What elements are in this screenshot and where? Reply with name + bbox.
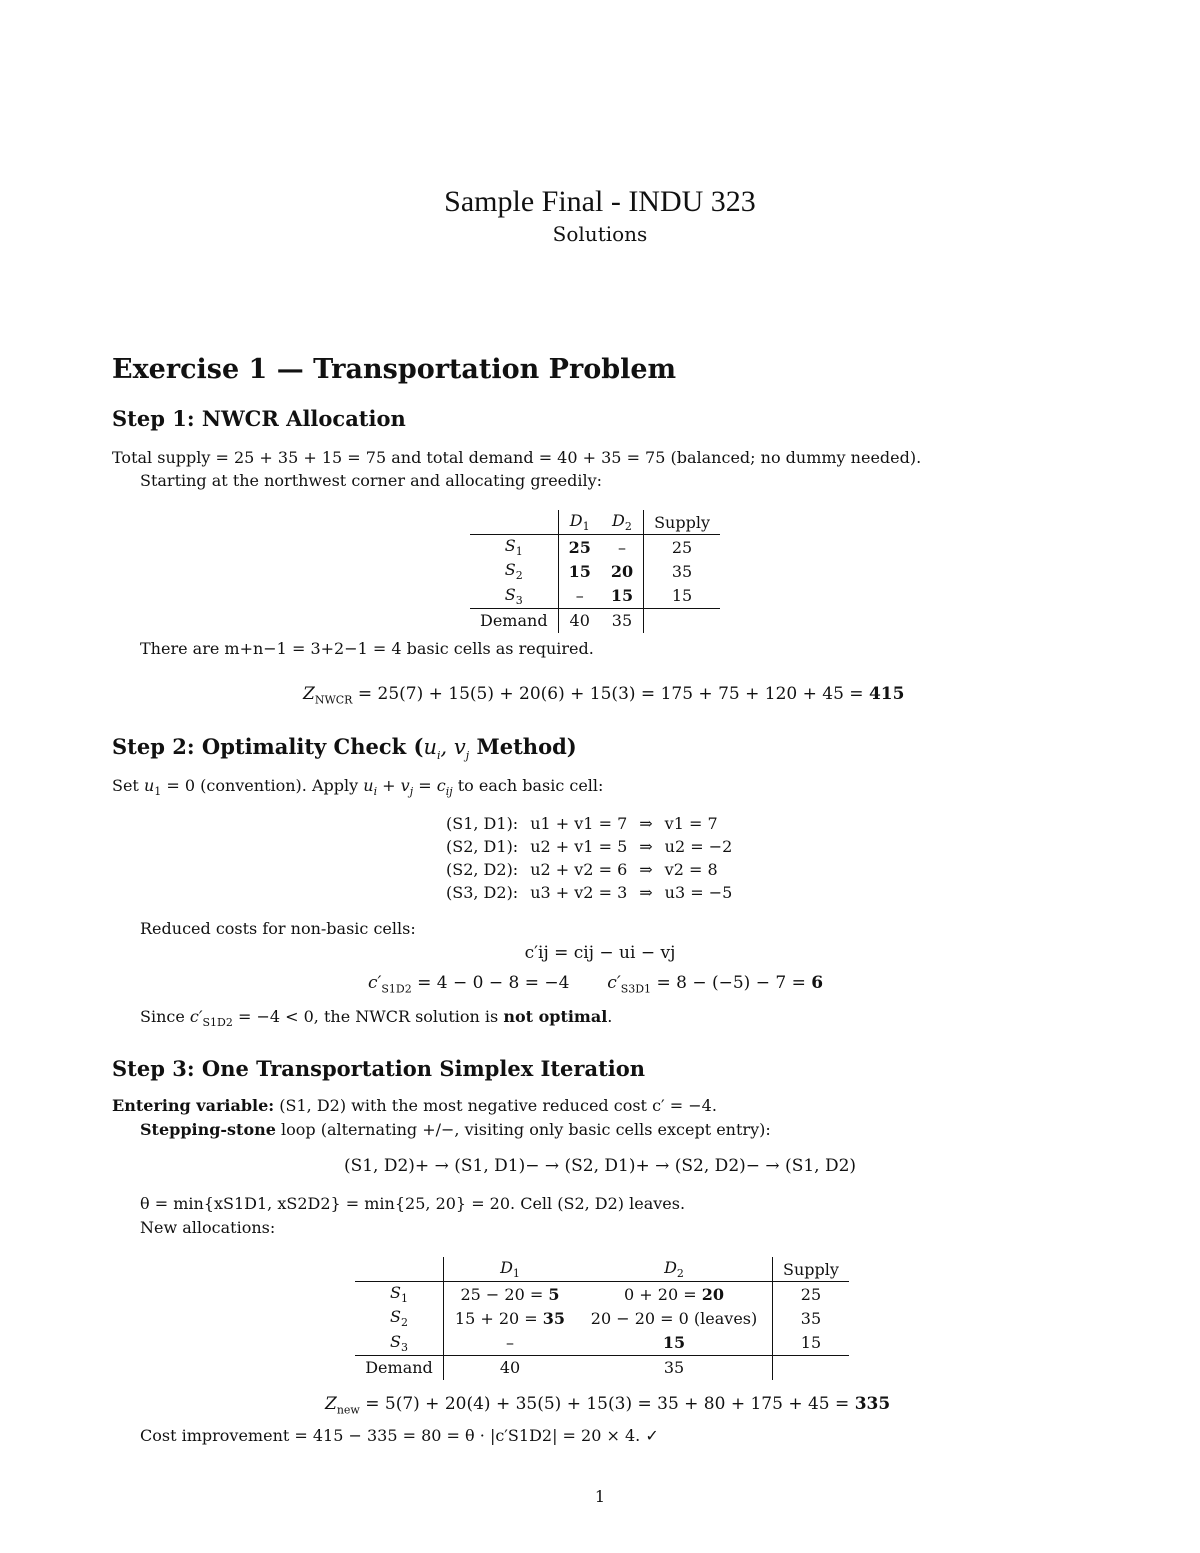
cell-s1-d2: –: [601, 535, 644, 560]
stepping-stone-line: Stepping-stone loop (alternating +/−, visiting only basic cells except entry):: [140, 1120, 771, 1139]
z-nwcr-value: 415: [868, 684, 905, 704]
cell-s1-d1: 25: [568, 537, 591, 557]
sys-cell: (S3, D2):: [446, 883, 519, 902]
uv-system: (S1, D1): u1 + v1 = 7 ⇒ v1 = 7 (S2, D1): u2 + v1 = 5 ⇒ u2 = −2 (S2, D2): u2 + v2 = 6 ⇒ v2 = 8 (S3, D2): u3 + v2 = 3 ⇒ u3 = −5: [440, 812, 738, 904]
demand-d2: 35: [611, 611, 633, 631]
step1-greedy-line: Starting at the northwest corner and allocating greedily:: [140, 471, 603, 490]
z-new-equation: $Z_{new} = 5(7) + 20(4) + 35(5) + 15(3) = 35 + 80 + 175 + 45 = 335$: [325, 1394, 891, 1417]
row-label: $S_1$: [470, 535, 558, 560]
row-label: $S_1$: [355, 1282, 444, 1307]
page-number: 1: [594, 1487, 606, 1506]
step2-intro: Set $u_1 = 0$ (convention). Apply $u_i + v_j = c_{ij}$ to each basic cell:: [112, 776, 604, 799]
cell-s3-d2: 15: [576, 1331, 773, 1356]
new-allocation-table: $D_1$ $D_2$ Supply $S_1$ 25 − 20 = 5 0 + 20 = 20 25 $S_2$ 15 + 20 = 35 20 − 20 = 0 (leaves) 35 $S_3$ – 15 15 Demand 40 35: [355, 1257, 849, 1380]
cost-improvement-line: Cost improvement = 415 − 335 = 80 = θ · |c′S1D2| = 20 × 4. ✓: [140, 1426, 659, 1445]
page-subtitle: Solutions: [552, 222, 648, 246]
cell-s1-d2: 0 + 20 = 20: [576, 1282, 773, 1307]
step3-heading: Step 3: One Transportation Simplex Iteration: [112, 1056, 646, 1081]
basic-cells-line: There are m+n−1 = 3+2−1 = 4 basic cells as required.: [140, 639, 594, 658]
cell-s2-d1: 15 + 20 = 35: [444, 1306, 577, 1330]
new-allocations-label: New allocations:: [140, 1218, 276, 1237]
cell-s3-supply: 15: [773, 1331, 849, 1356]
cell-s3-supply: 15: [644, 584, 720, 609]
step2-heading: Step 2: Optimality Check ($u_i$, $v_j$ Method): [112, 734, 577, 763]
cell-s2-d1: 15: [568, 561, 591, 581]
sys-result: v2 = 8: [664, 860, 718, 879]
cell-s1-supply: 25: [644, 535, 720, 560]
page-title: Sample Final - INDU 323: [444, 185, 756, 218]
row-label: $S_3$: [470, 584, 558, 609]
z-new-value: 335: [854, 1394, 891, 1414]
col-supply: Supply: [644, 510, 720, 535]
sys-eq: u2 + v2 = 6: [530, 860, 628, 879]
cell-s2-d2: 20 − 20 = 0 (leaves): [590, 1308, 758, 1328]
exercise-heading: Exercise 1 — Transportation Problem: [112, 354, 677, 385]
demand-label: Demand: [480, 611, 548, 631]
sys-cell: (S2, D2):: [446, 860, 519, 879]
cell-s3-d1: –: [444, 1331, 577, 1356]
cell-s2-d2: 20: [610, 561, 634, 581]
reduced-cost-formula: c′ij = cij − ui − vj: [524, 943, 676, 963]
entering-variable-line: Entering variable: (S1, D2) with the most negative reduced cost c′ = −4.: [112, 1096, 717, 1115]
row-label: $S_3$: [355, 1331, 444, 1356]
cell-s2-supply: 35: [773, 1306, 849, 1330]
sys-eq: u2 + v1 = 5: [530, 837, 628, 856]
not-optimal-line: Since $c'_{S1D2} = -4 < 0$, the NWCR solution is not optimal.: [140, 1007, 613, 1030]
cell-s1-supply: 25: [773, 1282, 849, 1307]
z-nwcr-equation: $Z_{NWCR} = 25(7) + 15(5) + 20(6) + 15(3) = 175 + 75 + 120 + 45 = 415$: [303, 684, 905, 707]
sys-cell: (S2, D1):: [446, 837, 519, 856]
demand-d1: 40: [444, 1355, 577, 1380]
cell-s3-d1: –: [558, 584, 601, 609]
sys-result: u2 = −2: [664, 837, 733, 856]
reduced-cost-values: $c'_{S1D2} = 4 - 0 - 8 = -4$ $c'_{S3D1} = 8 - (-5) - 7 = 6$: [368, 973, 824, 996]
cell-s2-supply: 35: [644, 559, 720, 583]
cell-s3-d2: 15: [610, 586, 634, 606]
sys-result: u3 = −5: [664, 883, 733, 902]
sys-cell: (S1, D1):: [446, 814, 519, 833]
cell-s1-d1: 25 − 20 = 5: [444, 1282, 577, 1307]
sys-eq: u3 + v2 = 3: [530, 883, 628, 902]
sys-result: v1 = 7: [664, 814, 718, 833]
step1-supply-line: Total supply = 25 + 35 + 15 = 75 and total demand = 40 + 35 = 75 (balanced; no dummy needed).: [112, 448, 922, 467]
reduced-costs-intro: Reduced costs for non-basic cells:: [140, 919, 416, 938]
demand-d1: 40: [558, 608, 601, 633]
row-label: $S_2$: [504, 560, 523, 583]
sys-eq: u1 + v1 = 7: [530, 814, 628, 833]
nwcr-table: $D_1$ $D_2$ Supply $S_1$ 25 – 25 $S_2$ 15 20 35 $S_3$ – 15 15 Demand 40 35: [470, 510, 720, 633]
row-label: $S_2$: [390, 1307, 408, 1330]
demand-d2: 35: [663, 1358, 685, 1378]
theta-line: θ = min{xS1D1, xS2D2} = min{25, 20} = 20. Cell (S2, D2) leaves.: [140, 1194, 686, 1213]
stepping-stone-loop: (S1, D2)+ → (S1, D1)− → (S2, D1)+ → (S2, D2)− → (S1, D2): [343, 1156, 857, 1176]
step1-heading: Step 1: NWCR Allocation: [112, 406, 406, 431]
demand-label: Demand: [365, 1358, 433, 1378]
col-supply: Supply: [773, 1257, 849, 1282]
